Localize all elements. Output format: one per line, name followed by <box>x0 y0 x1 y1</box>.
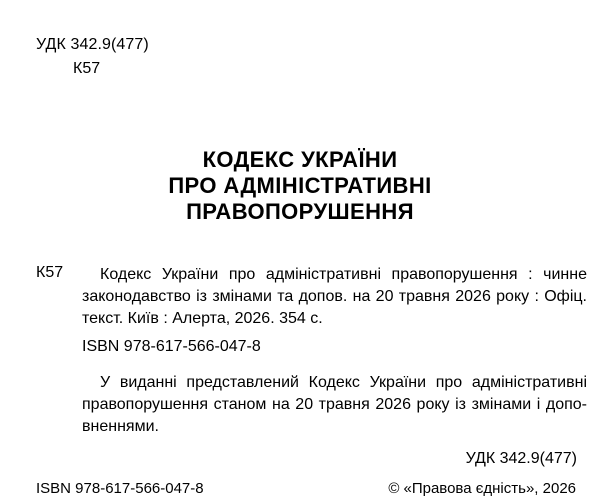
copyright-notice <box>388 480 576 497</box>
bibliographic-code: К57 <box>36 264 64 281</box>
isbn-footer: ISBN 978-617-566-047-8 <box>36 480 204 497</box>
annotation-line-3: вненнями. <box>82 418 159 435</box>
author-code-header: К57 <box>73 60 101 77</box>
title-line-3: ПРАВОПОРУШЕННЯ <box>186 199 414 224</box>
title-line-2: ПРО АДМІНІСТРАТИВНІ <box>168 173 432 198</box>
annotation-line-1: У виданні представлений Кодекс України про адміністративні <box>100 374 587 391</box>
bibliographic-line-3: текст. Київ : Алерта, 2026. 354 с. <box>82 310 323 327</box>
copyright-icon: © <box>388 480 400 497</box>
annotation <box>82 372 587 438</box>
bibliographic-record <box>82 264 587 330</box>
udk-header: УДК 342.9(477) <box>36 36 149 53</box>
annotation-line-2: правопорушення станом на 20 травня 2026 року із змінами і допо- <box>82 396 587 413</box>
udk-footer: УДК 342.9(477) <box>465 450 577 467</box>
copyright-text: «Правова єдність», 2026 <box>403 480 576 497</box>
title-line-1: КОДЕКС УКРАЇНИ <box>202 147 398 172</box>
book-title <box>0 147 600 225</box>
bibliographic-line-1: Кодекс України про адміністративні правопорушення : чинне <box>100 266 587 283</box>
isbn-main: ISBN 978-617-566-047-8 <box>82 338 261 355</box>
bibliographic-line-2: законодавство із змінами та допов. на 20 травня 2026 року : Офіц. <box>82 288 587 305</box>
